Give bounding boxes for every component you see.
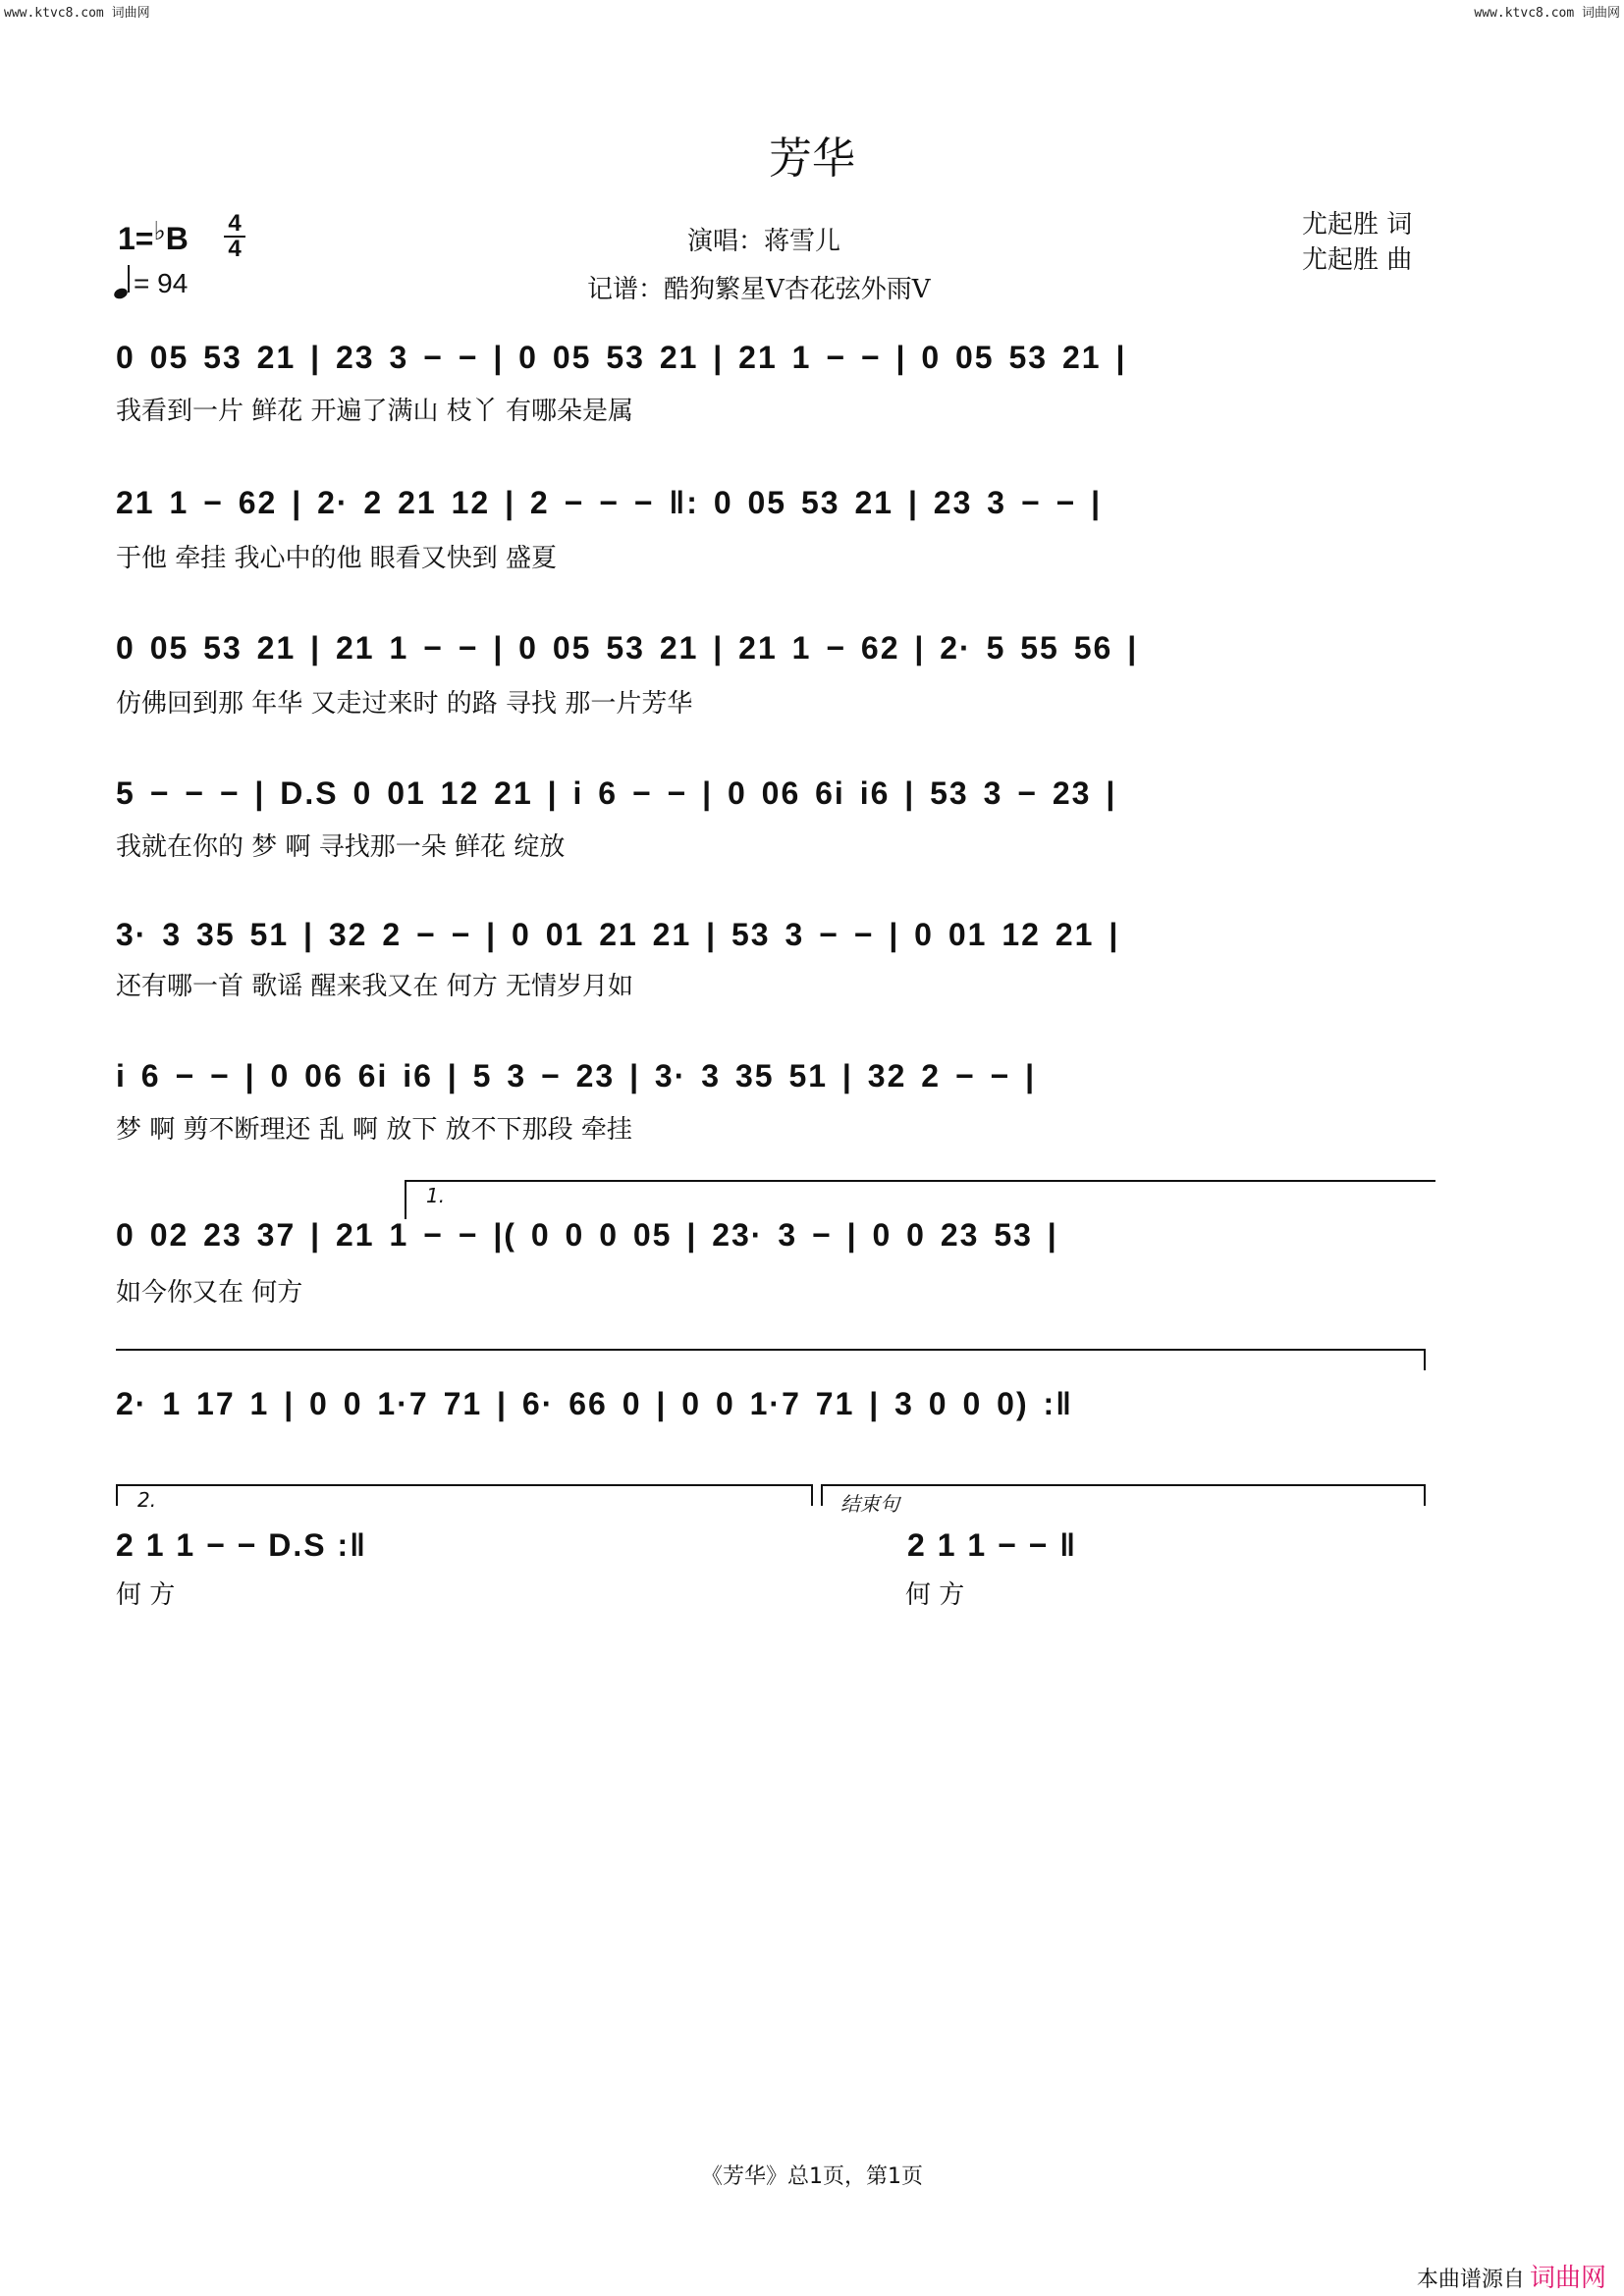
source-brand-prefix: 本曲谱源自 bbox=[1416, 2268, 1525, 2292]
tempo-value: = 94 bbox=[134, 268, 189, 298]
ending-left-notes: 2 1 1 − − D.S :‖ bbox=[116, 1527, 368, 1563]
time-signature-top: 4 bbox=[228, 210, 242, 237]
volta-1-label: 1. bbox=[426, 1184, 446, 1207]
site-header-left: www.ktvc8.com 词曲网 bbox=[4, 6, 150, 21]
volta-1-bracket bbox=[405, 1180, 1435, 1182]
score-row-2-lyrics: 于他 牵挂 我心中的他 眼看又快到 盛夏 bbox=[116, 544, 558, 573]
song-title: 芳华 bbox=[769, 133, 855, 184]
score-row-5-lyrics: 还有哪一首 歌谣 醒来我又在 何方 无情岁月如 bbox=[116, 972, 634, 1001]
score-row-3-notes: 0 05 53 21 | 21 1 − − | 0 05 53 21 | 21 1 − 62 | 2· 5 55 56 | bbox=[116, 630, 1139, 666]
ending-right-notes: 2 1 1 − − ‖ bbox=[907, 1527, 1078, 1563]
volta-2-bracket-right bbox=[811, 1484, 813, 1506]
key-signature bbox=[118, 216, 189, 257]
score-row-5-notes: 3· 3 35 51 | 32 2 − − | 0 01 21 21 | 53 3 − − | 0 01 12 21 | bbox=[116, 917, 1120, 952]
composer-credit: 尤起胜 曲 bbox=[1302, 245, 1413, 275]
volta-1-bracket-left bbox=[405, 1180, 406, 1219]
row-8-bracket bbox=[116, 1349, 1426, 1351]
row-8-bracket-right bbox=[1424, 1349, 1426, 1370]
tempo-marking bbox=[114, 265, 188, 299]
key-prefix: 1= bbox=[118, 221, 154, 256]
lyricist-credit: 尤起胜 词 bbox=[1302, 210, 1413, 240]
singer: 演唱：蒋雪儿 bbox=[687, 227, 841, 256]
score-row-2-notes: 21 1 − 62 | 2· 2 21 12 | 2 − − − ‖: 0 05 53 21 | 23 3 − − | bbox=[116, 485, 1103, 520]
volta-2-bracket bbox=[116, 1484, 813, 1486]
ending-bracket-left bbox=[821, 1484, 823, 1506]
ending-left-lyrics: 何 方 bbox=[116, 1580, 176, 1610]
score-row-6-lyrics: 梦 啊 剪不断理还 乱 啊 放下 放不下那段 牵挂 bbox=[116, 1115, 632, 1145]
time-signature-bottom: 4 bbox=[224, 236, 245, 261]
flat-sign: ♭ bbox=[153, 216, 166, 245]
source-brand-accent[interactable]: 词曲网 bbox=[1529, 2264, 1606, 2293]
time-signature bbox=[224, 212, 245, 261]
quarter-note-icon bbox=[114, 265, 130, 298]
score-row-7-notes: 0 02 23 37 | 21 1 − − |( 0 0 0 05 | 23· 3 − | 0 0 23 53 | bbox=[116, 1217, 1058, 1253]
ending-bracket bbox=[821, 1484, 1426, 1486]
score-row-1-lyrics: 我看到一片 鲜花 开遍了满山 枝丫 有哪朵是属 bbox=[116, 397, 634, 426]
ending-bracket-right bbox=[1424, 1484, 1426, 1506]
key-note: B bbox=[165, 221, 189, 256]
score-row-8-notes: 2· 1 17 1 | 0 0 1·7 71 | 6· 66 0 | 0 0 1·7 71 | 3 0 0 0) :‖ bbox=[116, 1386, 1074, 1421]
ending-label: 结束句 bbox=[840, 1492, 899, 1516]
volta-2-label: 2. bbox=[137, 1488, 157, 1512]
ending-right-lyrics: 何 方 bbox=[905, 1580, 965, 1610]
score-row-1-notes: 0 05 53 21 | 23 3 − − | 0 05 53 21 | 21 1 − − | 0 05 53 21 | bbox=[116, 340, 1127, 375]
score-row-6-notes: i 6 − − | 0 06 6i i6 | 5 3 − 23 | 3· 3 35 51 | 32 2 − − | bbox=[116, 1058, 1037, 1094]
transcriber: 记谱：酷狗繁星V杏花弦外雨V bbox=[587, 275, 931, 304]
source-brand bbox=[1417, 2258, 1606, 2294]
page-footer: 《芳华》总1页，第1页 bbox=[701, 2164, 923, 2189]
site-header-right: www.ktvc8.com 词曲网 bbox=[1474, 6, 1620, 21]
score-row-7-lyrics: 如今你又在 何方 bbox=[116, 1278, 303, 1308]
score-row-3-lyrics: 仿佛回到那 年华 又走过来时 的路 寻找 那一片芳华 bbox=[116, 689, 693, 719]
score-row-4-notes: 5 − − − | D.S 0 01 12 21 | i 6 − − | 0 06 6i i6 | 53 3 − 23 | bbox=[116, 775, 1117, 811]
volta-2-bracket-left bbox=[116, 1484, 118, 1506]
score-row-4-lyrics: 我就在你的 梦 啊 寻找那一朵 鲜花 绽放 bbox=[116, 832, 566, 862]
